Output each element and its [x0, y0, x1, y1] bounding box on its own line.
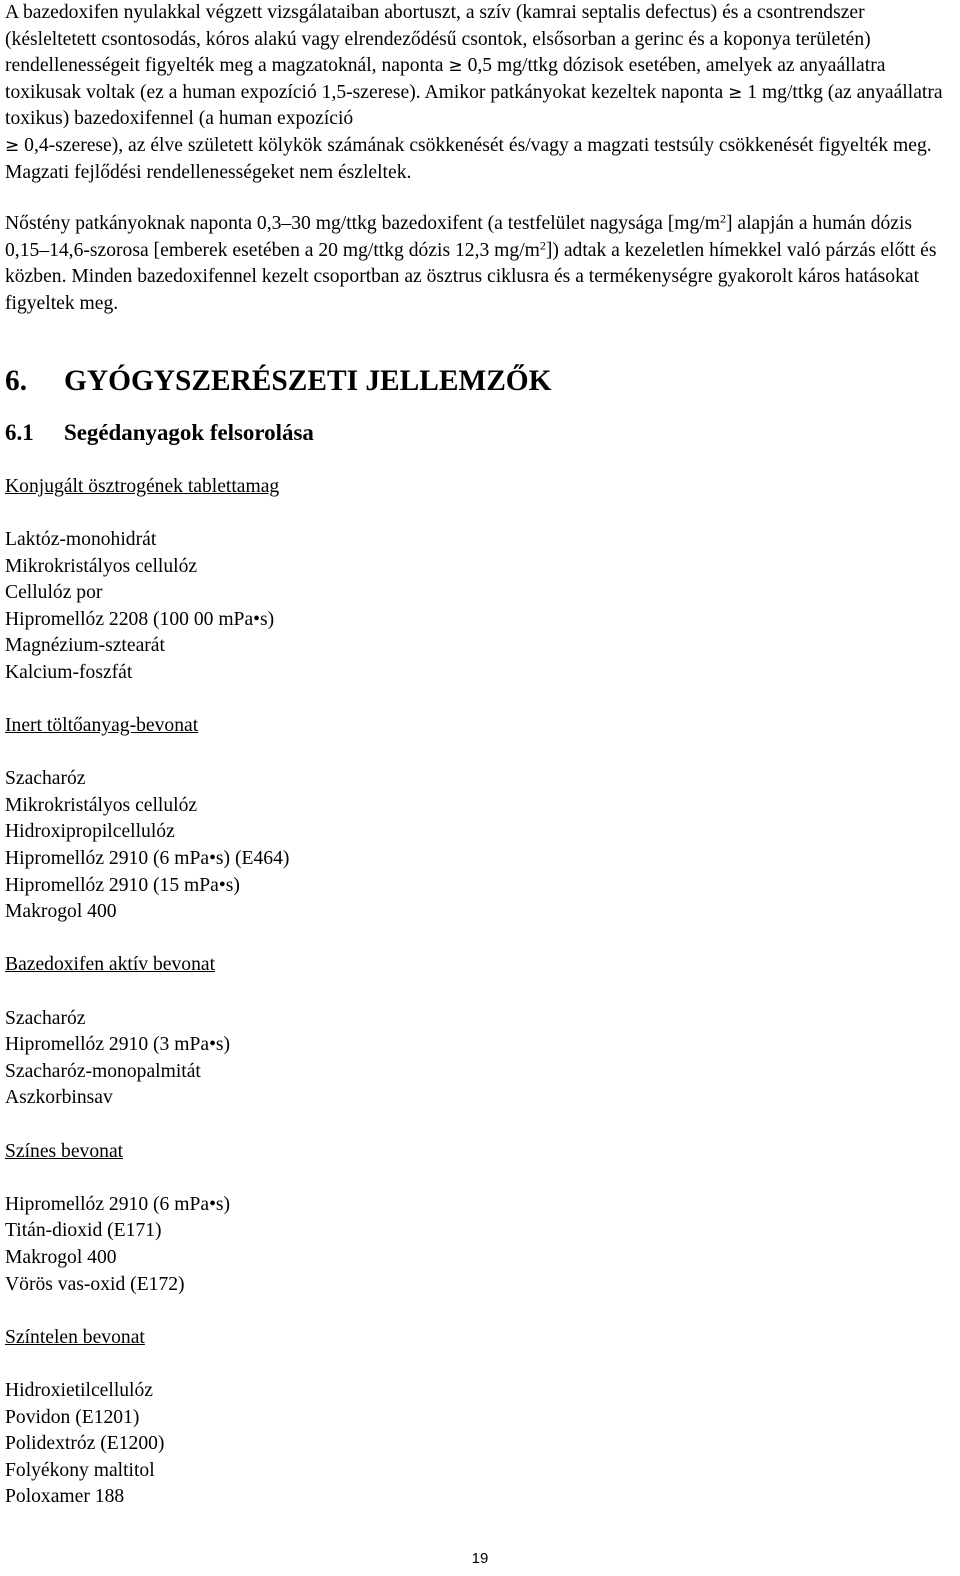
ingredient-item: Titán-dioxid (E171): [5, 1220, 162, 1242]
paragraph-text: 0,4-szerese), az élve született kölykök számának csökkenését és/vagy a magzati testsúly csökkenését figyelték meg. Magzati fejlődési rendellenességeket nem észleltek.: [5, 134, 932, 183]
ingredient-item: Poloxamer 188: [5, 1486, 125, 1508]
greater-equal-symbol: ≥: [728, 82, 743, 103]
ingredient-item: Hipromellóz 2910 (6 mPa•s) (E464): [5, 848, 290, 870]
superscript: 2: [719, 211, 726, 226]
paragraph-text: ] alapján a humán dózis 0,15–14,6-szorosa [emberek esetében a 20 mg/ttkg dózis 12,3 mg/m: [5, 213, 913, 261]
ingredient-item: Folyékony maltitol: [5, 1459, 155, 1481]
ingredient-item: Vörös vas-oxid (E172): [5, 1273, 185, 1295]
group-title-active-coating: Bazedoxifen aktív bevonat: [5, 954, 216, 976]
document-page: [5, 0, 953, 1511]
paragraph-text: 1 mg/ttkg (az anyaállatra toxikus) bazedoxifennel (a human expozíció: [5, 81, 943, 130]
section-title: GYÓGYSZERÉSZETI JELLEMZŐK: [64, 364, 552, 397]
greater-equal-symbol: ≥: [5, 135, 20, 156]
ingredient-item: Makrogol 400: [5, 1246, 117, 1268]
group-title-inert-coating: Inert töltőanyag-bevonat: [5, 715, 199, 737]
paragraph-text: Nőstény patkányoknak naponta 0,3–30 mg/ttkg bazedoxifent (a testfelület nagysága [mg/m: [5, 213, 720, 235]
paragraph-text: ]) adtak a kezeletlen hímekkel való párzás előtt és közben. Minden bazedoxifennel kezelt csoportban az ösztrus ciklusra és a termékenységre gyakorolt káros hatásokat figyeltek meg.: [5, 239, 937, 314]
ingredient-item: Hipromellóz 2910 (15 mPa•s): [5, 874, 240, 896]
ingredient-list-tablet-core: [5, 527, 953, 687]
section-number: 6.1: [5, 420, 34, 446]
ingredient-item: Szacharóz: [5, 1007, 86, 1029]
group-title-color-coating: Színes bevonat: [5, 1140, 124, 1162]
ingredient-item: Hipromellóz 2910 (3 mPa•s): [5, 1034, 231, 1056]
group-title-tablet-core: Konjugált ösztrogének tablettamag: [5, 475, 280, 497]
group-title-clear-coating: Színtelen bevonat: [5, 1326, 145, 1348]
ingredient-item: Hidroxietilcellulóz: [5, 1379, 153, 1401]
paragraph-rabbit-rat-studies: [5, 0, 953, 186]
ingredient-list-color-coating: [5, 1192, 953, 1298]
superscript: 2: [539, 238, 546, 253]
ingredient-item: Cellulóz por: [5, 582, 103, 604]
section-heading-6: [5, 364, 953, 397]
ingredient-item: Polidextróz (E1200): [5, 1433, 165, 1455]
ingredient-item: Makrogol 400: [5, 901, 117, 923]
ingredient-item: Kalcium-foszfát: [5, 661, 133, 683]
ingredient-item: Hidroxipropilcellulóz: [5, 821, 175, 843]
ingredient-item: Mikrokristályos cellulóz: [5, 555, 198, 577]
ingredient-item: Szacharóz: [5, 768, 86, 790]
ingredient-item: Aszkorbinsav: [5, 1087, 113, 1109]
ingredient-item: Povidon (E1201): [5, 1406, 140, 1428]
ingredient-list-inert-coating: [5, 766, 953, 926]
ingredient-item: Magnézium-sztearát: [5, 635, 165, 657]
ingredient-item: Szacharóz-monopalmitát: [5, 1060, 201, 1082]
ingredient-list-active-coating: [5, 1006, 953, 1112]
ingredient-item: Hipromellóz 2208 (100 00 mPa•s): [5, 608, 275, 630]
ingredient-item: Mikrokristályos cellulóz: [5, 794, 198, 816]
ingredient-list-clear-coating: [5, 1378, 953, 1511]
section-title: Segédanyagok felsorolása: [64, 420, 314, 446]
section-heading-6-1: [5, 420, 953, 447]
ingredient-item: Hipromellóz 2910 (6 mPa•s): [5, 1193, 231, 1215]
page-number: 19: [471, 1550, 489, 1567]
paragraph-text: A bazedoxifen nyulakkal végzett vizsgálataiban abortuszt, a szív (kamrai septalis defectus) és a csontrendszer (késleltetett csontosodás, kóros alakú vagy elrendeződésű csontok, elsősorban a gerinc és a koponya területén) rendellenességeit figyelték meg a magzatoknál, naponta: [5, 2, 871, 77]
paragraph-text: 0,5 mg/ttkg dózisok esetében, amelyek az anyaállatra toxikusak voltak (ez a human expozíció 1,5-szerese). Amikor patkányokat kezeltek naponta: [5, 55, 886, 103]
greater-equal-symbol: ≥: [448, 56, 463, 77]
section-number: 6.: [5, 364, 28, 397]
paragraph-fertility-study: [5, 211, 953, 317]
ingredient-item: Laktóz-monohidrát: [5, 528, 157, 550]
